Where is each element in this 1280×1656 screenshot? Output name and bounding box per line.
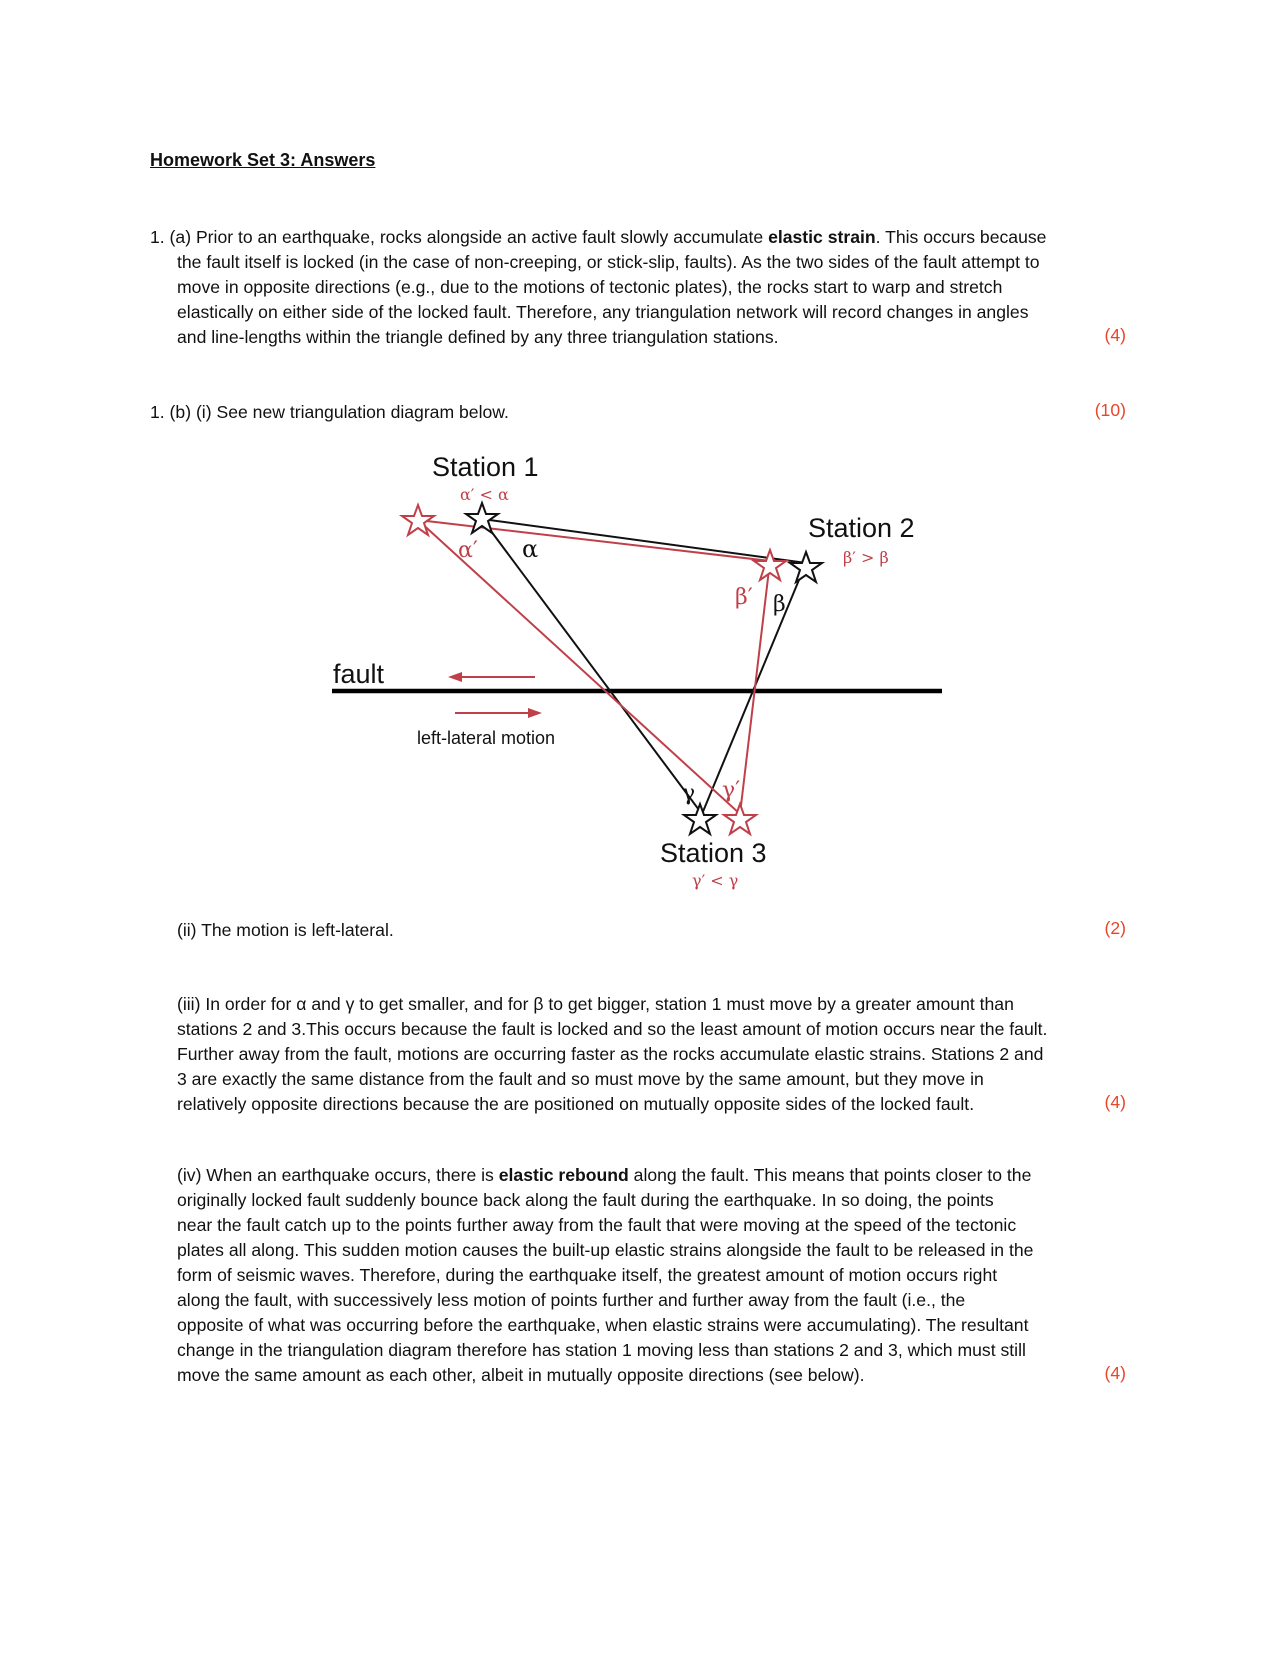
- new-triangle: [418, 520, 770, 814]
- station2-original-star-icon: [790, 552, 822, 582]
- points-1b-iii: (4): [1104, 1092, 1126, 1112]
- answer-1b-iii-line: (iii) In order for α and γ to get smaller, and for β to get bigger, station 1 must move by a greater amount than: [177, 994, 1014, 1014]
- points-1b-i: (10): [1094, 400, 1126, 420]
- bold-term: elastic strain: [768, 227, 876, 247]
- beta-prime-label: β′: [735, 585, 753, 610]
- answer-1b-iv-line: change in the triangulation diagram therefore has station 1 moving less than stations 2 and 3, which must still: [177, 1340, 1026, 1360]
- answer-1a-line: move in opposite directions (e.g., due to the motions of tectonic plates), the rocks start to warp and stretch: [177, 277, 1003, 297]
- answer-1b-iv-line: opposite of what was occurring before the earthquake, when elastic strains were accumulating). The resultant: [177, 1315, 1029, 1335]
- answer-1b-iv-line: along the fault, with successively less motion of points further and further away from the fault (i.e., the: [177, 1290, 966, 1310]
- answer-1b-iv-line: (iv) When an earthquake occurs, there is elastic rebound along the fault. This means that points closer to the: [177, 1165, 1032, 1185]
- answer-1b-iii-line: relatively opposite directions because the are positioned on mutually opposite sides of the locked fault.: [177, 1094, 975, 1114]
- fault-label: fault: [333, 659, 385, 689]
- bold-term: elastic rebound: [498, 1165, 629, 1185]
- points-1b-ii: (2): [1104, 918, 1126, 938]
- station1-label: Station 1: [432, 452, 539, 482]
- answer-1b-iii: [177, 992, 1047, 1117]
- answer-1b-iv: [177, 1163, 1033, 1388]
- station2-new-star-icon: [754, 550, 786, 580]
- station3-new-star-icon: [724, 804, 756, 834]
- answer-1b-iv-line: near the fault catch up to the points further away from the fault that were moving at the speed of the tectonic: [177, 1215, 1017, 1235]
- answer-1b-ii: (ii) The motion is left-lateral.: [177, 920, 394, 940]
- answer-1b-i: 1. (b) (i) See new triangulation diagram below.: [150, 402, 509, 422]
- beta-label: β: [773, 592, 786, 617]
- station1-relation: α′ < α: [460, 485, 509, 504]
- points-1b-iv: (4): [1104, 1363, 1126, 1383]
- answer-1b-iii-line: Further away from the fault, motions are occurring faster as the rocks accumulate elastic strains. Stations 2 and: [177, 1044, 1044, 1064]
- motion-label: left-lateral motion: [417, 728, 556, 748]
- answer-1b-iv-line: originally locked fault suddenly bounce back along the fault during the earthquake. In so doing, the points: [177, 1190, 994, 1210]
- answer-1b-iv-line: plates all along. This sudden motion causes the built-up elastic strains alongside the fault to be released in the: [177, 1240, 1034, 1260]
- answer-1b-iv-line: move the same amount as each other, albeit in mutually opposite directions (see below).: [177, 1365, 865, 1385]
- alpha-label: α: [522, 535, 539, 563]
- station2-label: Station 2: [808, 513, 915, 543]
- answer-1b-iv-line: form of seismic waves. Therefore, during the earthquake itself, the greatest amount of motion occurs right: [177, 1265, 998, 1285]
- answer-1b-iii-line: stations 2 and 3.This occurs because the fault is locked and so the least amount of motion occurs near the fault.: [177, 1019, 1048, 1039]
- points-1a: (4): [1104, 325, 1126, 345]
- station3-original-star-icon: [684, 804, 716, 834]
- answer-1a-line: 1. (a) Prior to an earthquake, rocks alongside an active fault slowly accumulate elastic strain. This occurs because: [150, 227, 1047, 247]
- answer-1a-line: and line-lengths within the triangle defined by any three triangulation stations.: [177, 327, 779, 347]
- page-title: Homework Set 3: Answers: [150, 150, 376, 170]
- gamma-label: γ: [682, 781, 696, 806]
- answer-1a-line: the fault itself is locked (in the case of non-creeping, or stick-slip, faults). As the two sides of the fault attempt to: [177, 252, 1040, 272]
- right-arrow-icon: [455, 708, 542, 718]
- answer-1a-line: elastically on either side of the locked fault. Therefore, any triangulation network will record changes in angles: [177, 302, 1029, 322]
- station3-relation: γ′ < γ: [692, 871, 739, 890]
- gamma-prime-label: γ′: [722, 778, 741, 803]
- station3-label: Station 3: [660, 838, 767, 868]
- left-arrow-icon: [448, 672, 535, 682]
- station2-relation: β′ > β: [843, 548, 889, 567]
- alpha-prime-label: α′: [458, 538, 478, 563]
- answer-1b-iii-line: 3 are exactly the same distance from the fault and so must move by the same amount, but they move in: [177, 1069, 984, 1089]
